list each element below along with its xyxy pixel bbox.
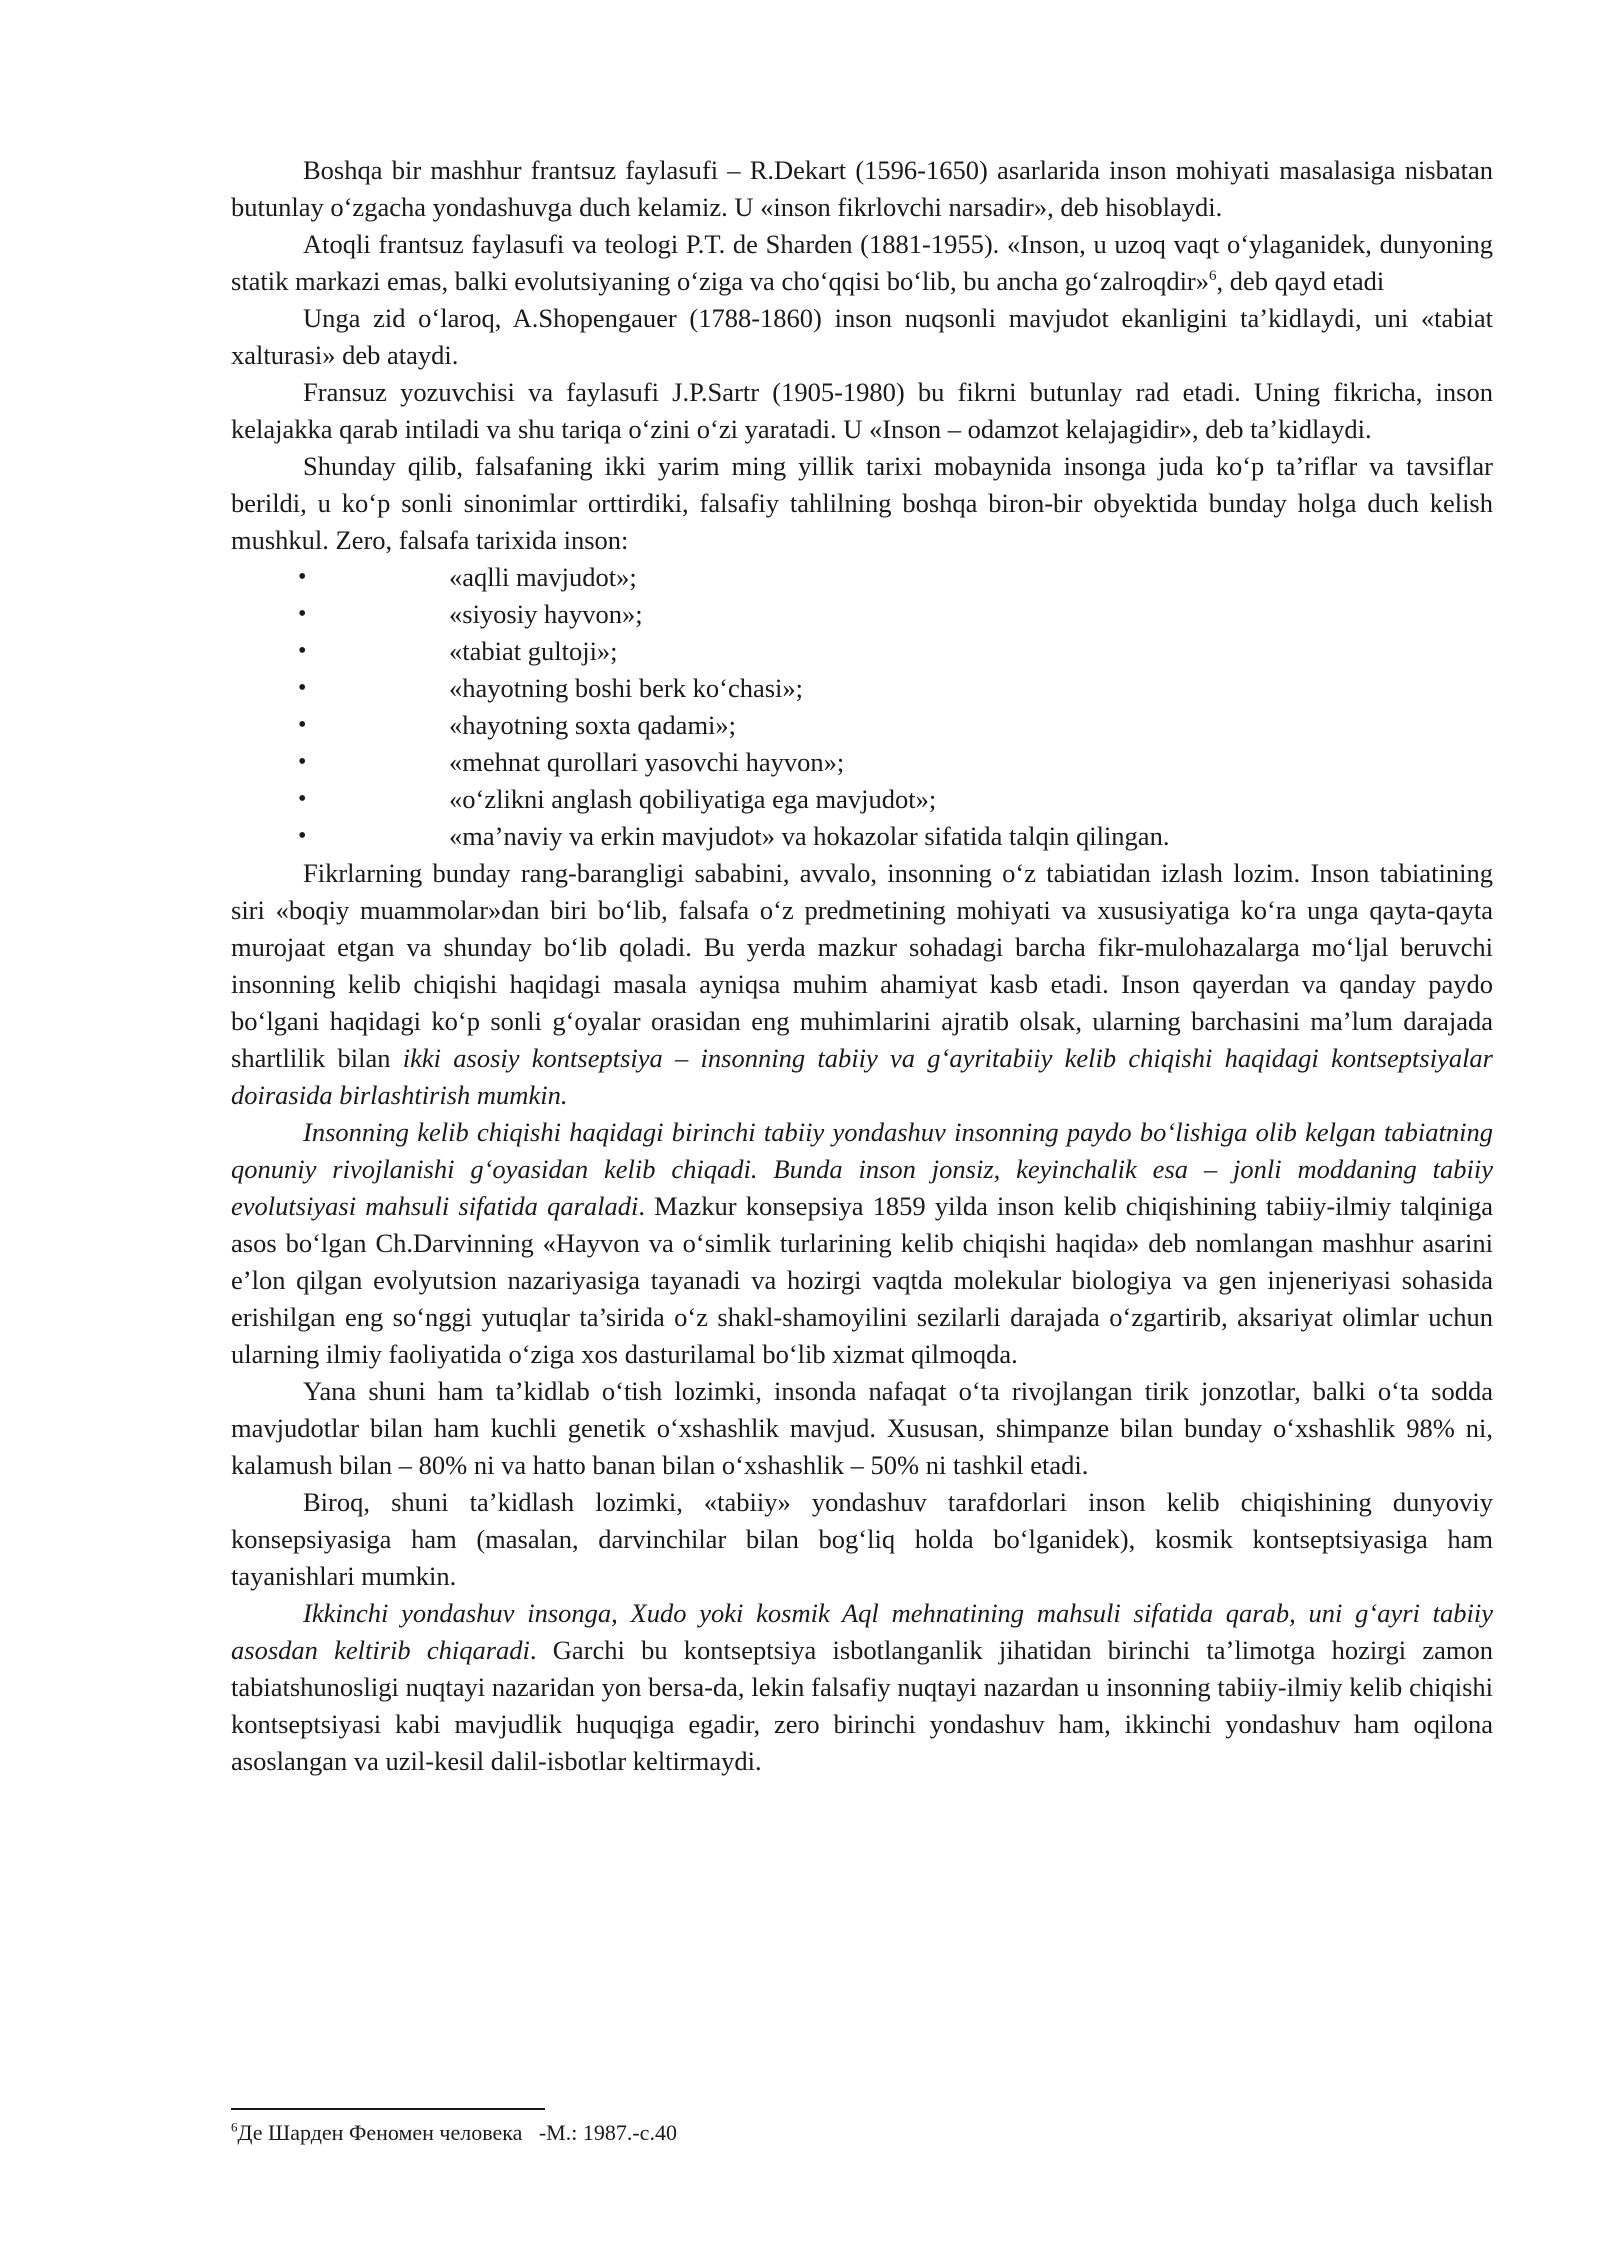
footnote-number: 6	[231, 2119, 238, 2135]
paragraph-emphasis: Insonning kelib chiqishi haqidagi birinchi tabiiy yondashuv insonning paydo boʻlishiga olib kelgan tabiatning qonuniy rivojlanishi gʻoyasidan kelib chiqadi. Bunda inson jonsiz, keyinchalik esa – jonli moddaning tabiiy evolutsiyasi mahsuli sifatida qaraladi	[231, 1117, 1493, 1221]
paragraph-second-approach	[231, 1595, 1493, 1780]
bullet-icon: •	[298, 638, 307, 664]
list-item	[231, 670, 1493, 707]
bullet-icon: •	[298, 675, 307, 701]
paragraph-shopengauer: Unga zid oʻlaroq, A.Shopengauer (1788-1860) inson nuqsonli mavjudot ekanligini ta’kidlaydi, uni «tabiat xalturasi» deb ataydi.	[231, 303, 1493, 370]
paragraph-definitions-intro: Shunday qilib, falsafaning ikki yarim ming yillik tarixi mobaynida insonga juda koʻp ta’riflar va tavsiflar berildi, u koʻp sonli sinonimlar orttirdiki, falsafiy tahlilning boshqa biron-bir obyektida bunday holga duch kelish mushkul. Zero, falsafa tarixida inson:	[231, 451, 1493, 555]
footnote-reference[interactable]: 6	[1209, 268, 1217, 285]
paragraph-sharden	[231, 226, 1493, 300]
bullet-icon: •	[298, 786, 307, 812]
footnote-text: Де Шарден Феномен человека -М.: 1987.-с.40	[237, 2120, 677, 2145]
bullet-icon: •	[298, 712, 307, 738]
bullet-icon: •	[298, 749, 307, 775]
list-item	[231, 818, 1493, 855]
list-item-text: «mehnat qurollari yasovchi hayvon»;	[449, 747, 845, 777]
paragraph-emphasis: Ikkinchi yondashuv insonga, Xudo yoki kosmik Aql mehnatining mahsuli sifatida qarab, uni gʻayri tabiiy asosdan keltirib chiqaradi	[231, 1598, 1493, 1665]
list-item	[231, 707, 1493, 744]
paragraph-text: . Garchi bu kontseptsiya isbotlanganlik jihatidan birinchi ta’limotga hozirgi zamon tabiatshunosligi nuqtayi nazaridan yon bersa-da, lekin falsafiy nuqtayi nazardan u insonning tabiiy-ilmiy kelib chiqishi kontseptsiyasi kabi mavjudlik huquqiga egadir, zero birinchi yondashuv ham, ikkinchi yondashuv ham oqilona asoslangan va uzil-kesil dalil-isbotlar keltirmaydi.	[231, 1635, 1494, 1776]
list-item	[231, 559, 1493, 596]
bullet-icon: •	[298, 601, 307, 627]
list-item	[231, 633, 1493, 670]
paragraph-emphasis: ikki asosiy kontseptsiya – insonning tabiiy va gʻayritabiiy kelib chiqishi haqidagi kontseptsiyalar doirasida birlashtirish mumkin.	[231, 1043, 1493, 1110]
paragraph-dekart: Boshqa bir mashhur frantsuz faylasufi – R.Dekart (1596-1650) asarlarida inson mohiyati masalasiga nisbatan butunlay oʻzgacha yondashuvga duch kelamiz. U «inson fikrlovchi narsadir», deb hisoblaydi.	[231, 155, 1493, 222]
footnote	[231, 2119, 677, 2147]
list-item	[231, 781, 1493, 818]
paragraph-text: , deb qayd etadi	[1216, 266, 1385, 296]
definitions-list	[231, 559, 1493, 855]
list-item	[231, 596, 1493, 633]
paragraph-text: Atoqli frantsuz faylasufi va teologi P.T. de Sharden (1881-1955). «Inson, u uzoq vaqt oʻylaganidek, dunyoning statik markazi emas, balki evolutsiyaning oʻziga va choʻqqisi boʻlib, bu ancha goʻzalroqdir»	[231, 229, 1493, 296]
paragraph-natural-approach	[231, 1114, 1493, 1373]
footnote-separator	[231, 2108, 545, 2110]
bullet-icon: •	[298, 564, 307, 590]
paragraph-natural-supporters: Biroq, shuni ta’kidlash lozimki, «tabiiy» yondashuv tarafdorlari inson kelib chiqishining dunyoviy konsepsiyasiga ham (masalan, darvinchilar bilan bogʻliq holda boʻlganidek), kosmik kontseptsiyasiga ham tayanishlari mumkin.	[231, 1487, 1493, 1591]
list-item-text: «hayotning boshi berk koʻchasi»;	[449, 673, 804, 703]
list-item-text: «hayotning soxta qadami»;	[449, 710, 737, 740]
list-item-text: «siyosiy hayvon»;	[449, 599, 643, 629]
document-body	[231, 152, 1493, 1780]
list-item-text: «tabiat gultoji»;	[449, 636, 618, 666]
bullet-icon: •	[298, 823, 307, 849]
paragraph-sartr: Fransuz yozuvchisi va faylasufi J.P.Sartr (1905-1980) bu fikrni butunlay rad etadi. Uning fikricha, inson kelajakka qarab intiladi va shu tariqa oʻzini oʻzi yaratadi. U «Inson – odamzot kelajagidir», deb ta’kidlaydi.	[231, 377, 1493, 444]
paragraph-diversity	[231, 855, 1493, 1114]
list-item-text: «oʻzlikni anglash qobiliyatiga ega mavjudot»;	[449, 784, 937, 814]
list-item-text: «ma’naviy va erkin mavjudot» va hokazolar sifatida talqin qilingan.	[449, 821, 1170, 851]
paragraph-text: Fikrlarning bunday rang-barangligi sababini, avvalo, insonning oʻz tabiatidan izlash lozim. Inson tabiatining siri «boqiy muammolar»dan biri boʻlib, falsafa oʻz predmetining mohiyati va xususiyatiga koʻra unga qayta-qayta murojaat etgan va shunday boʻlib qoladi. Bu yerda mazkur sohadagi barcha fikr-mulohazalarga moʻljal beruvchi insonning kelib chiqishi haqidagi masala ayniqsa muhim ahamiyat kasb etadi. Inson qayerdan va qanday paydo boʻlgani haqidagi koʻp sonli gʻoyalar orasidan eng muhimlarini ajratib olsak, ularning barchasini ma’lum darajada shartlilik bilan	[231, 858, 1493, 1073]
paragraph-text: . Mazkur konsepsiya 1859 yilda inson kelib chiqishining tabiiy-ilmiy talqiniga asos boʻlgan Ch.Darvinning «Hayvon va oʻsimlik turlarining kelib chiqishi haqida» deb nomlangan mashhur asarini e’lon qilgan evolyutsion nazariyasiga tayanadi va hozirgi vaqtda molekular biologiya va gen injeneriyasi sohasida erishilgan eng soʻnggi yutuqlar ta’sirida oʻz shakl-shamoyilini sezilarli darajada oʻzgartirib, aksariyat olimlar uchun ularning ilmiy faoliyatida oʻziga xos dasturilamal boʻlib xizmat qilmoqda.	[231, 1191, 1493, 1369]
paragraph-genetic-similarity: Yana shuni ham ta’kidlab oʻtish lozimki, insonda nafaqat oʻta rivojlangan tirik jonzotlar, balki oʻta sodda mavjudotlar bilan ham kuchli genetik oʻxshashlik mavjud. Xususan, shimpanze bilan bunday oʻxshashlik 98% ni, kalamush bilan – 80% ni va hatto banan bilan oʻxshashlik – 50% ni tashkil etadi.	[231, 1376, 1493, 1480]
list-item	[231, 744, 1493, 781]
list-item-text: «aqlli mavjudot»;	[449, 562, 637, 592]
